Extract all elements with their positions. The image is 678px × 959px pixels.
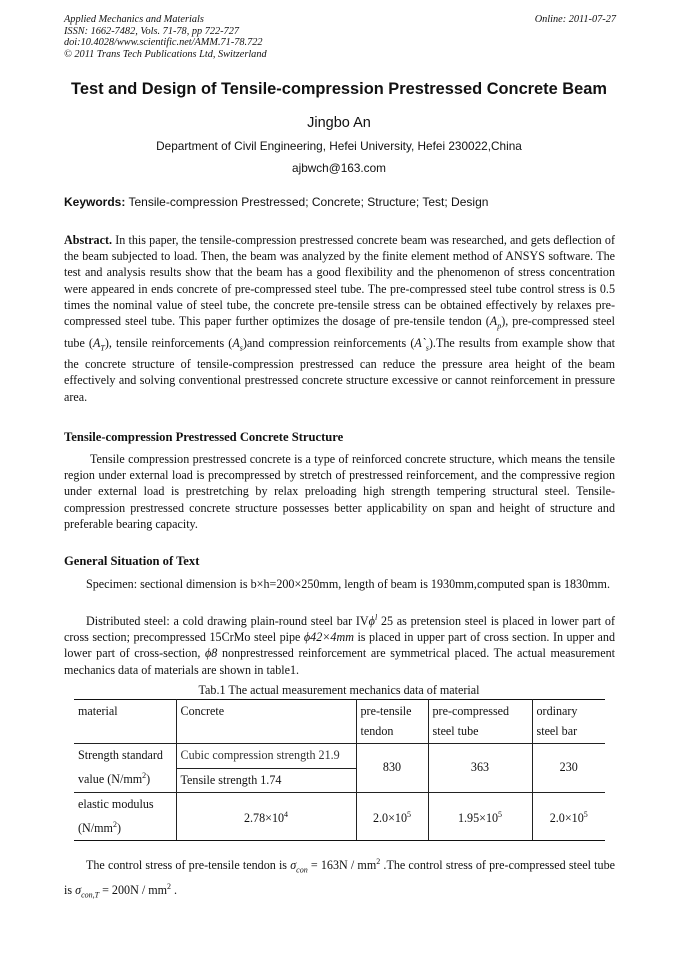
journal-name: Applied Mechanics and Materials [64,14,204,25]
control-eq1-sup: 2 [376,857,381,866]
sigma-sub-con: con [296,865,308,875]
tube-strength: 363 [428,744,532,793]
symbol-at: A [92,335,101,350]
pipe-size: ϕ42×4 [303,630,337,645]
abstract-label: Abstract. [64,233,113,247]
issn-line: ISSN: 1662-7482, Vols. 71-78, pp 722-727 [64,25,240,37]
author-email[interactable]: ajbwch@163.com [292,161,386,175]
exponent: 4 [284,809,289,819]
concrete-modulus [176,793,356,841]
sigma-sub-con-t: con,T [81,890,100,900]
online-date: Online: 2011-07-27 [534,14,616,25]
row-label-text: Strength standard value (N/mm [78,748,163,786]
symbol-ap: A [489,314,498,329]
control-stress-paragraph [64,854,615,903]
abstract-text-4: )and compression reinforcements ( [242,335,415,350]
symbol-at-sub: T [100,343,105,353]
dist-text-c: is placed in upper part of cross section. In upper and lower part of cross-section, [64,630,615,661]
abstract-text-3: ), tensile reinforcements ( [104,335,233,350]
symbol-as-sub: s [239,343,243,353]
symbol-as: A [232,335,240,350]
control-eq1: = 163N / mm [307,858,377,873]
keywords-label: Keywords: [64,195,126,209]
symbol-ap-sub: p [497,321,502,331]
control-eq2: = 200N / mm [99,882,168,897]
row-label-sup: 2 [142,770,147,780]
tendon-strength: 830 [356,744,428,793]
pipe-unit: mm [336,630,354,645]
affiliation: Department of Civil Engineering, Hefei University, Hefei 230022,China [156,139,522,153]
dist-text-b: as pretension steel is placed in lower part of cross section; precompressed 15CrMo steel pipe [64,614,615,645]
row-label-modulus [74,793,176,841]
table-row [74,793,605,841]
phi8-symbol: ϕ8 [205,646,218,661]
paper-title: Test and Design of Tensile-compression Prestressed Concrete Beam [71,80,607,98]
section-heading-structure: Tensile-compression Prestressed Concrete Structure [64,430,344,444]
journal-header [64,14,616,60]
symbol-asp: A` [414,335,426,350]
row-label-end: ) [146,771,151,786]
row-label-end: ) [116,820,121,835]
exponent: 5 [583,809,588,819]
phi-symbol: ϕ [368,614,375,629]
material-table [74,699,605,841]
table-caption: Tab.1 The actual measurement mechanics data of material [198,683,480,697]
abstract-text-1: In this paper, the tensile-compression prestressed concrete beam was researched, and gets deflection of the beam subjected to load. Then, the beam was analyzed by the finite element method of ANSYS software. The test and analysis results show that the beam has a good flexibility and the phenomenon of stress concentration were appeared in ends concrete of pre-compressed steel tube. The pre-compressed steel tube control stress is 0.5 times the nominal value of steel tube, the concrete pre-tensile stress can be obtained effectively by relaxes pre-compressed steel tube. This paper further optimizes the dosage of pre-tensile tendon ( [64,233,615,329]
control-text-a: The control stress of pre-tensile tendon is [86,858,291,873]
section-heading-general: General Situation of Text [64,554,200,568]
control-text-b: .The control stress of pre-compressed steel tube is [64,858,615,897]
copyright-line: © 2011 Trans Tech Publications Ltd, Switzerland [64,48,267,60]
distributed-steel-paragraph [64,610,615,678]
tendon-modulus [356,793,428,841]
table-header-row [74,700,605,744]
doi-line: doi:10.4028/www.scientific.net/AMM.71-78.722 [64,37,263,49]
table-header: ordinary steel bar [532,700,605,744]
keywords-text: Tensile-compression Prestressed; Concrete; Structure; Test; Design [128,195,489,209]
author-name: Jingbo An [307,115,371,131]
tube-modulus [428,793,532,841]
concrete-tensile-strength: Tensile strength 1.74 [176,768,356,793]
table-header: Concrete [176,700,356,744]
exponent: 5 [498,809,503,819]
table-row [74,744,605,769]
value: 2.0×10 [549,810,584,825]
concrete-cubic-strength: Cubic compression strength 21.9 [176,744,356,769]
exponent: 5 [407,809,412,819]
dist-text-a: Distributed steel: a cold drawing plain-round steel bar IV [86,614,369,629]
bar-modulus [532,793,605,841]
phi-value: 25 [377,614,394,629]
table-header: material [74,700,176,744]
abstract-text-5: ).The results from example show that the concrete structure of tensile-compression prestressed can reduce the pressure area height of the beam effectively and solving conventional prestressed concrete structure excessive or cannot reinforcement in pressure area. [64,335,616,404]
table-header: pre-tensile tendon [356,700,428,744]
phi-superscript: l [374,613,378,622]
section-body-structure: Tensile compression prestressed concrete is a type of reinforced concrete structure, which means the tensile region under external load is precompressed by stretch of prestressed reinforcement, and the compressive region under external load is prestretching by relax preloading high strength tempering structural steel. Tensile-compression prestressed concrete structure possesses better applicability on span and height of structure and preferable bearing capacity. [64,452,615,531]
symbol-asp-sub: s [425,343,429,353]
table-header: pre-compressed steel tube [428,700,532,744]
value: 1.95×10 [457,810,499,825]
abstract-text-2: ), pre-compressed steel tube ( [64,314,615,350]
bar-strength: 230 [532,744,605,793]
specimen-paragraph: Specimen: sectional dimension is b×h=200×250mm, length of beam is 1930mm,computed span is 1830mm. [86,577,610,591]
sigma-symbol: σ [75,882,82,897]
dist-text-d: nonprestressed reinforcement are symmetrical placed. The actual measurement mechanics data of materials are shown in table1. [64,646,615,677]
control-eq2-sup: 2 [167,881,172,891]
value: 2.0×10 [372,810,408,825]
row-label-sup: 2 [112,819,117,829]
keywords [64,195,624,209]
value: 2.78×10 [243,810,285,825]
abstract [64,232,615,405]
control-text-c: . [171,882,178,897]
sigma-symbol: σ [290,858,297,873]
row-label-strength [74,744,176,793]
row-label-text: elastic modulus (N/mm [78,797,154,835]
